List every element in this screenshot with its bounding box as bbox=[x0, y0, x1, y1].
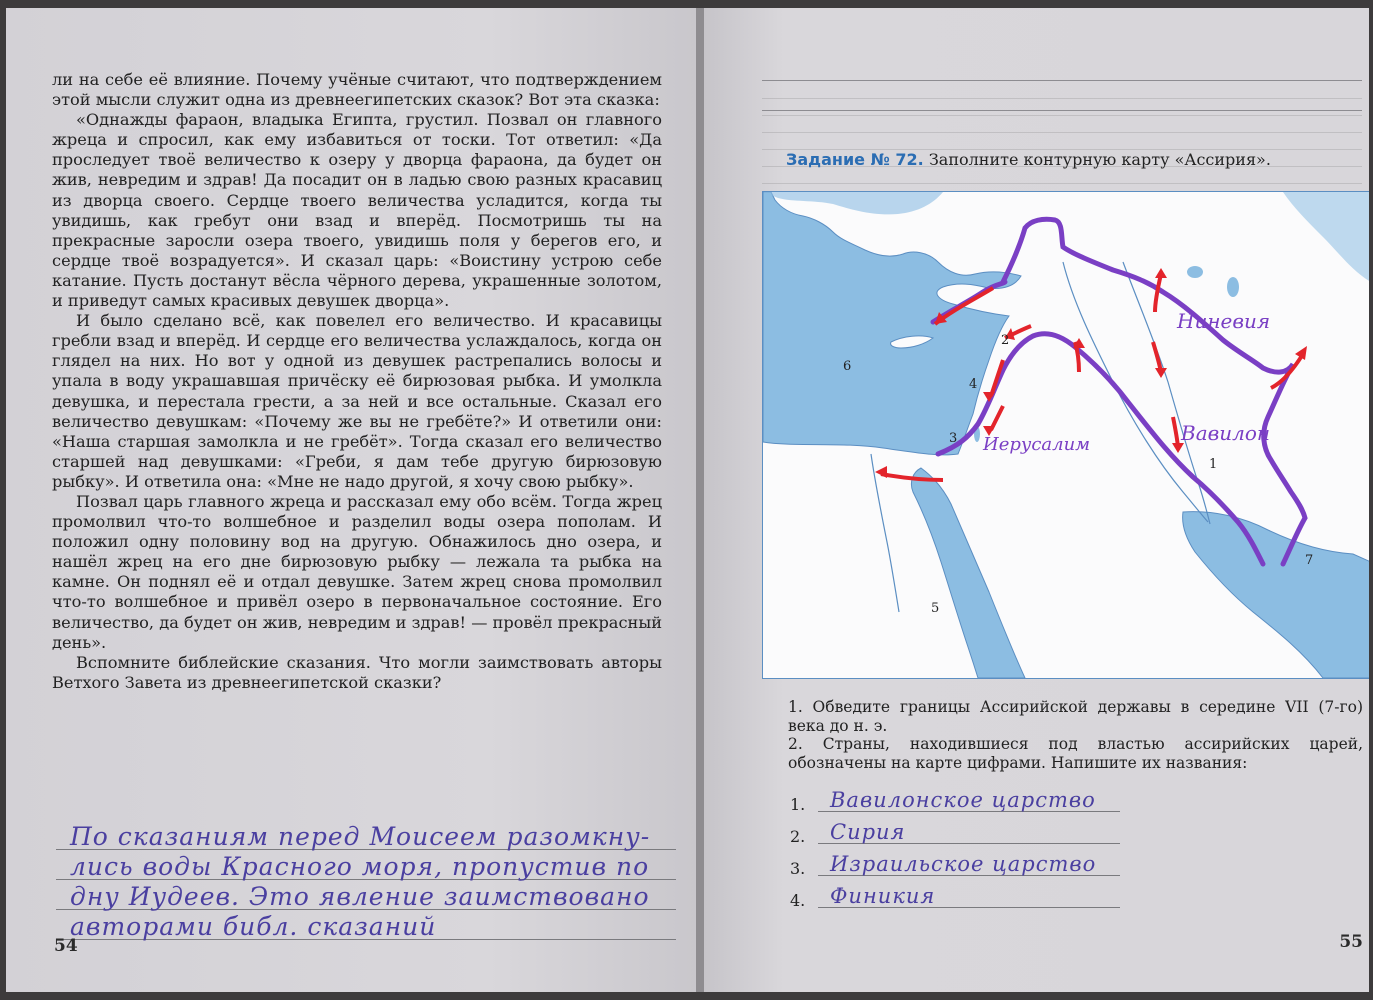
bleed-through bbox=[762, 82, 1362, 192]
handwritten-answer bbox=[56, 820, 676, 940]
paragraph: Позвал царь главного жреца и рассказал ему обо всём. Тогда жрец промолвил что-то волшебное и разделил воды озера пополам. И положил одну половину вод на другую. Обнажилось дно озера, и нашёл жрец на его дне бирюзовую рыбку — лежала та рыбка на камне. Он поднял её и отдал девушке. Затем жрец снова промолвил что-то волшебное и привёл озеро в первоначальное состояние. Его величество, да будет он жив, невредим и здрав! — провёл прекрасный день». bbox=[52, 491, 662, 652]
answer-row bbox=[790, 784, 1120, 816]
questions bbox=[788, 698, 1363, 772]
region-number: 5 bbox=[931, 601, 940, 616]
task-instruction: Заполните контурную карту «Ассирия». bbox=[928, 150, 1271, 169]
campaign-arrow bbox=[881, 474, 943, 480]
tigris-river bbox=[1123, 262, 1210, 524]
paragraph: ли на себе её влияние. Почему учёные считают, что подтверждением этой мысли служит одна из древнеегипетских сказок? Вот эта сказка: bbox=[52, 70, 662, 110]
region-number: 3 bbox=[949, 431, 958, 446]
answer-row bbox=[790, 880, 1120, 912]
city-label-babylon: Вавилон bbox=[1181, 421, 1271, 445]
answer-row bbox=[790, 848, 1120, 880]
answer-number: 2. bbox=[790, 827, 806, 846]
page-number: 55 bbox=[1339, 932, 1363, 952]
persian-gulf bbox=[1183, 512, 1369, 678]
answer-handwriting: Вавилонское царство bbox=[830, 788, 1096, 812]
answer-number: 4. bbox=[790, 891, 806, 910]
city-label-jerusalem: Иерусалим bbox=[983, 434, 1091, 455]
lake-van bbox=[1187, 266, 1203, 278]
right-page bbox=[704, 8, 1369, 992]
caspian-sea bbox=[1283, 192, 1369, 282]
region-number: 6 bbox=[843, 359, 852, 374]
page-number: 54 bbox=[54, 936, 78, 956]
paragraph: И было сделано всё, как повелел его величество. И красавицы гребли взад и вперёд. И сердце его величества услаждалось, когда он глядел на них. Но вот у одной из девушек растрепались волосы и упала в воду украшавшая причёску её бирюзовая рыбка. И умолкла девушка, и перестала грести, а за ней и все остальные. Сказал его величество девушкам: «Почему же вы не гребёте?» И ответили они: «Наша старшая замолкла и не гребёт». Тогда сказал его величество старшей над девушками: «Греби, я дам тебе другую бирюзовую рыбку». И ответила она: «Мне не надо другой, я хочу свою рыбку». bbox=[52, 311, 662, 491]
black-sea bbox=[763, 192, 943, 214]
handwriting-line: По сказаниям перед Моисеем разомкну- bbox=[70, 822, 651, 851]
paragraph: «Однажды фараон, владыка Египта, грустил. Позвал он главного жреца и спросил, как ему избавиться от тоски. Тот ответил: «Да проследует твоё величество к озеру у дворца фараона, да будет он жив, невредим и здрав! Да посадит он в ладью свою разных красавиц из дворца своего. Сердце твоего величества усладится, когда ты увидишь, как гребут они взад и вперёд. Посмотришь ты на прекрасные заросли озера твоего, увидишь поля у берегов его, и сердце твоё возрадуется». И сказал царь: «Воистину устрою себе катание. Пусть достанут вёсла чёрного дерева, украшенные золотом, и приведут самых красивых девушек дворца». bbox=[52, 110, 662, 311]
answer-handwriting: Израильское царство bbox=[830, 852, 1097, 876]
answer-handwriting: Сирия bbox=[830, 820, 906, 844]
rule-line bbox=[762, 80, 1362, 81]
arrowhead bbox=[875, 466, 887, 478]
handwriting-line: дну Иудеев. Это явление заимствовано bbox=[70, 882, 650, 911]
rule-line bbox=[762, 110, 1362, 111]
region-number: 4 bbox=[969, 377, 978, 392]
assyria-border bbox=[1003, 219, 1305, 564]
book-spine bbox=[696, 8, 704, 992]
answer-list bbox=[790, 784, 1120, 912]
region-number: 2 bbox=[1001, 333, 1010, 348]
campaign-arrow bbox=[1173, 417, 1178, 447]
question-2: 2. Страны, находившиеся под властью ассирийских царей, обозначены на карте цифрами. Напишите их названия: bbox=[788, 735, 1363, 772]
answer-handwriting: Финикия bbox=[830, 884, 936, 908]
handwriting-line: лись воды Красного моря, пропустив по bbox=[70, 852, 650, 881]
lake-urmia bbox=[1227, 277, 1239, 297]
region-number: 1 bbox=[1209, 457, 1218, 472]
task-title bbox=[786, 150, 1271, 169]
handwriting-line: авторами библ. сказаний bbox=[70, 912, 437, 941]
contour-map bbox=[762, 191, 1369, 679]
euphrates-river bbox=[1063, 262, 1208, 522]
red-sea bbox=[911, 468, 1025, 678]
region-number: 7 bbox=[1305, 553, 1314, 568]
arrowhead bbox=[1155, 268, 1167, 278]
map-svg bbox=[763, 192, 1369, 678]
answer-row bbox=[790, 816, 1120, 848]
answer-number: 1. bbox=[790, 795, 806, 814]
question-1: 1. Обведите границы Ассирийской державы в середине VII (7-го) века до н. э. bbox=[788, 698, 1363, 735]
story-text bbox=[52, 70, 662, 693]
city-label-nineveh: Ниневия bbox=[1177, 309, 1271, 333]
left-page bbox=[6, 8, 696, 992]
task-number: Задание № 72. bbox=[786, 150, 924, 169]
question-paragraph: Вспомните библейские сказания. Что могли заимствовать авторы Ветхого Завета из древнеегипетской сказки? bbox=[52, 652, 662, 692]
answer-number: 3. bbox=[790, 859, 806, 878]
